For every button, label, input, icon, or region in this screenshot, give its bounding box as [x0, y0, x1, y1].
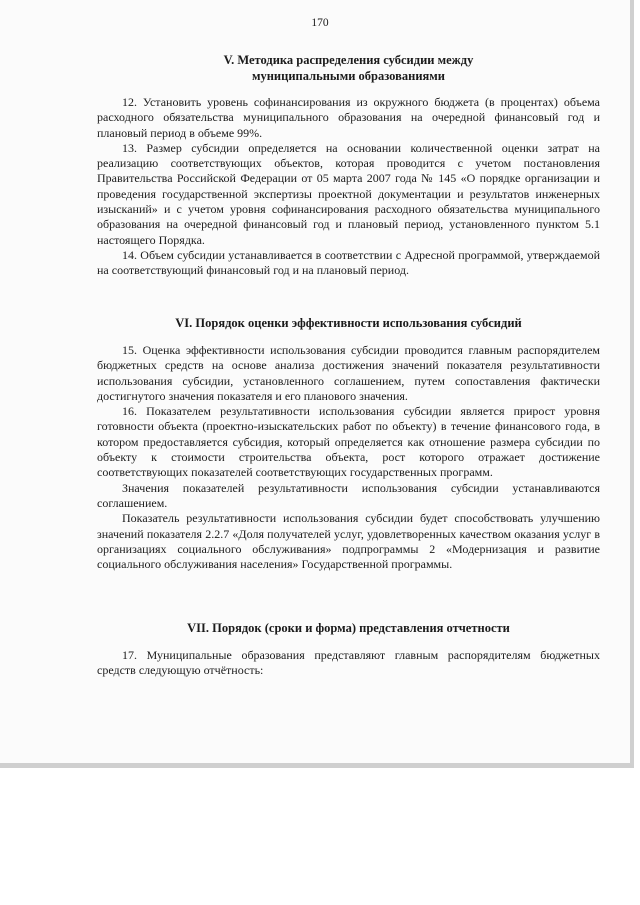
- section-v-title-line2: муниципальными образованиями: [251, 68, 446, 83]
- section-vi-title-wrap: [97, 316, 600, 332]
- paragraph-12: 12. Установить уровень софинансирования из окружного бюджета (в процентах) объема расходного обязательства муниципального образования на очередной финансовый год и плановый период в объеме 99%.: [97, 95, 600, 140]
- paragraph-indicator-values: Значения показателей результативности использования субсидии устанавливаются соглашением.: [97, 480, 600, 510]
- section-vii-title: VII. Порядок (сроки и форма) представления отчетности: [187, 621, 510, 635]
- section-vii-body: [97, 648, 600, 679]
- section-v-title: [97, 53, 600, 84]
- section-vi-title: VI. Порядок оценки эффективности использования субсидий: [175, 316, 522, 330]
- paragraph-13: 13. Размер субсидии определяется на основании количественной оценки затрат на реализацию соответствующих объектов, которая проводится с учетом постановления Правительства Российской Федерации от 05 марта 2007 года № 145 «О порядке организации и проведения государственной экспертизы проектной документации и результатов инженерных изысканий» и с учетом уровня софинансирования расходного обязательства муниципального образования на очередной финансовый год и плановый период, установленного пунктом 5.1 настоящего Порядка.: [97, 140, 600, 247]
- section-vii-title-wrap: [97, 621, 600, 637]
- section-v-title-line1: V. Методика распределения субсидии между: [223, 53, 474, 67]
- page-number: 170: [311, 17, 329, 29]
- paragraph-indicator-effect: Показатель результативности использования субсидии будет способствовать улучшению значений показателя 2.2.7 «Доля получателей услуг, удовлетворенных качеством оказания услуг в организациях социального обслуживания» подпрограммы 2 «Модернизация и развитие социального обслуживания населения» Государственной программы.: [97, 511, 600, 572]
- paragraph-15: 15. Оценка эффективности использования субсидии проводится главным распорядителем бюджетных средств на основе анализа достижения значений показателя результативности использования субсидии, установленного соглашением, путем сопоставления фактически достигнутого значения показателя и его планового значения.: [97, 343, 600, 403]
- section-v-body: [97, 95, 600, 279]
- section-vi-body: [97, 343, 600, 572]
- paragraph-17: 17. Муниципальные образования представляют главным распорядителям бюджетных средств следующую отчётность:: [97, 648, 600, 678]
- paragraph-16: 16. Показателем результативности использования субсидии является прирост уровня готовности объекта (проектно-изыскательских работ по объекту) в течение финансового года, в котором предоставляется субсидия, который определяется как отношение размера субсидии по объекту к стоимости строительства объекта, рост которого отражает достижение соответствующих показателей соответствующих государственных программ.: [97, 404, 600, 480]
- paragraph-14: 14. Объем субсидии устанавливается в соответствии с Адресной программой, утверждаемой на соответствующий финансовый год и на плановый период.: [97, 247, 600, 278]
